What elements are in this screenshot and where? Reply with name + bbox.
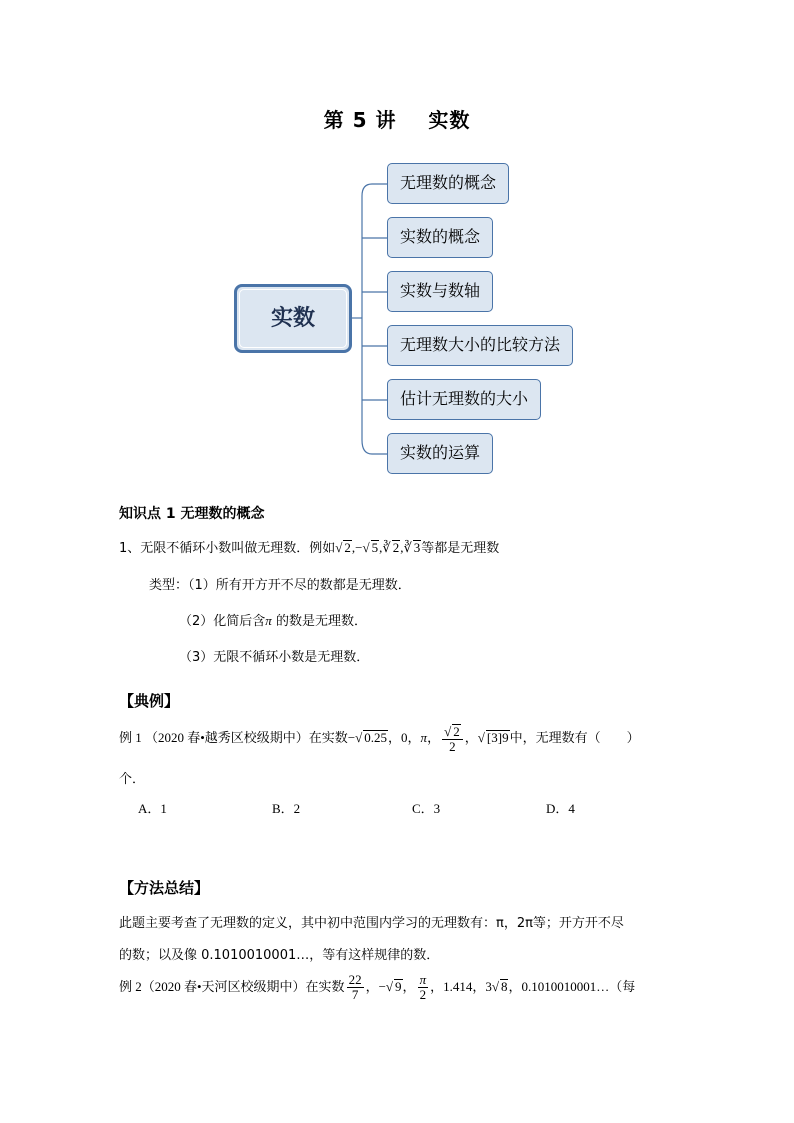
mindmap-root: 实数 <box>234 284 352 353</box>
type-2: （2）化简后含π 的数是无理数． <box>179 613 367 629</box>
cube-root: √ [3]9 <box>477 730 509 745</box>
fraction-22-over-7: $\frac{22}{7}$ <box>348 972 362 1002</box>
mindmap-node-number-line: 实数与数轴 <box>387 271 493 312</box>
example-1: 例 1 （2020 春•越秀区校级期中）在实数−√ 0.25，0，π， $\frac{√ 2}{2}$ ，√ [3]9中，无理数有（ ） <box>119 723 640 754</box>
example-2: 例 2（2020 春•天河区校级期中）在实数 $\frac{22}{7}$ ，−√ 9， $\frac{\pi}{2}$ ，1.414，3√ 8，0.1010010001…（每 <box>119 972 636 1002</box>
mindmap-node-estimation: 估计无理数的大小 <box>387 379 541 420</box>
neg-sqrt-9: −√ 9 <box>378 979 402 994</box>
choice-c[interactable]: C．3 <box>412 801 441 816</box>
mindmap-node-irrational-concept: 无理数的概念 <box>387 163 509 204</box>
math-examples: √ 2,−√ 5,∛ 2,∛ 3 <box>335 540 421 555</box>
title-lesson: 第 5 讲 <box>323 108 397 132</box>
definition-tail: 等都是无理数 <box>421 541 500 556</box>
connector-1 <box>362 184 387 196</box>
choice-b[interactable]: B．2 <box>272 801 301 816</box>
mindmap-node-operations: 实数的运算 <box>387 433 493 474</box>
definition-text: 1、无限不循环小数叫做无理数．例如 <box>119 541 336 556</box>
choice-a[interactable]: A．1 <box>138 801 167 816</box>
neg-sqrt: −√ 0.25 <box>347 730 388 745</box>
fraction-pi-over-2: $\frac{\pi}{2}$ <box>419 972 427 1002</box>
definition-line <box>119 537 499 556</box>
connector-6 <box>362 440 387 454</box>
mindmap-node-real-concept: 实数的概念 <box>387 217 493 258</box>
title-topic: 实数 <box>428 108 471 132</box>
method-heading: 【方法总结】 <box>119 879 210 897</box>
type-3: （3）无限不循环小数是无理数． <box>179 650 370 665</box>
choice-d[interactable]: D．4 <box>546 801 575 816</box>
fraction-sqrt2-over-2: $\frac{√ 2}{2}$ <box>442 724 463 754</box>
mindmap-node-comparison: 无理数大小的比较方法 <box>387 325 573 366</box>
method-line-1: 此题主要考查了无理数的定义，其中初中范围内学习的无理数有：π，2π等；开方开不尽 <box>119 916 624 931</box>
example-heading: 【典例】 <box>119 692 180 710</box>
section-heading: 知识点 1 无理数的概念 <box>119 506 265 522</box>
type-1: 类型：（1）所有开方开不尽的数都是无理数． <box>149 578 411 593</box>
method-line-2: 的数；以及像 0.1010010001…，等有这样规律的数． <box>119 948 440 963</box>
example-1-cont: 个． <box>119 772 146 787</box>
